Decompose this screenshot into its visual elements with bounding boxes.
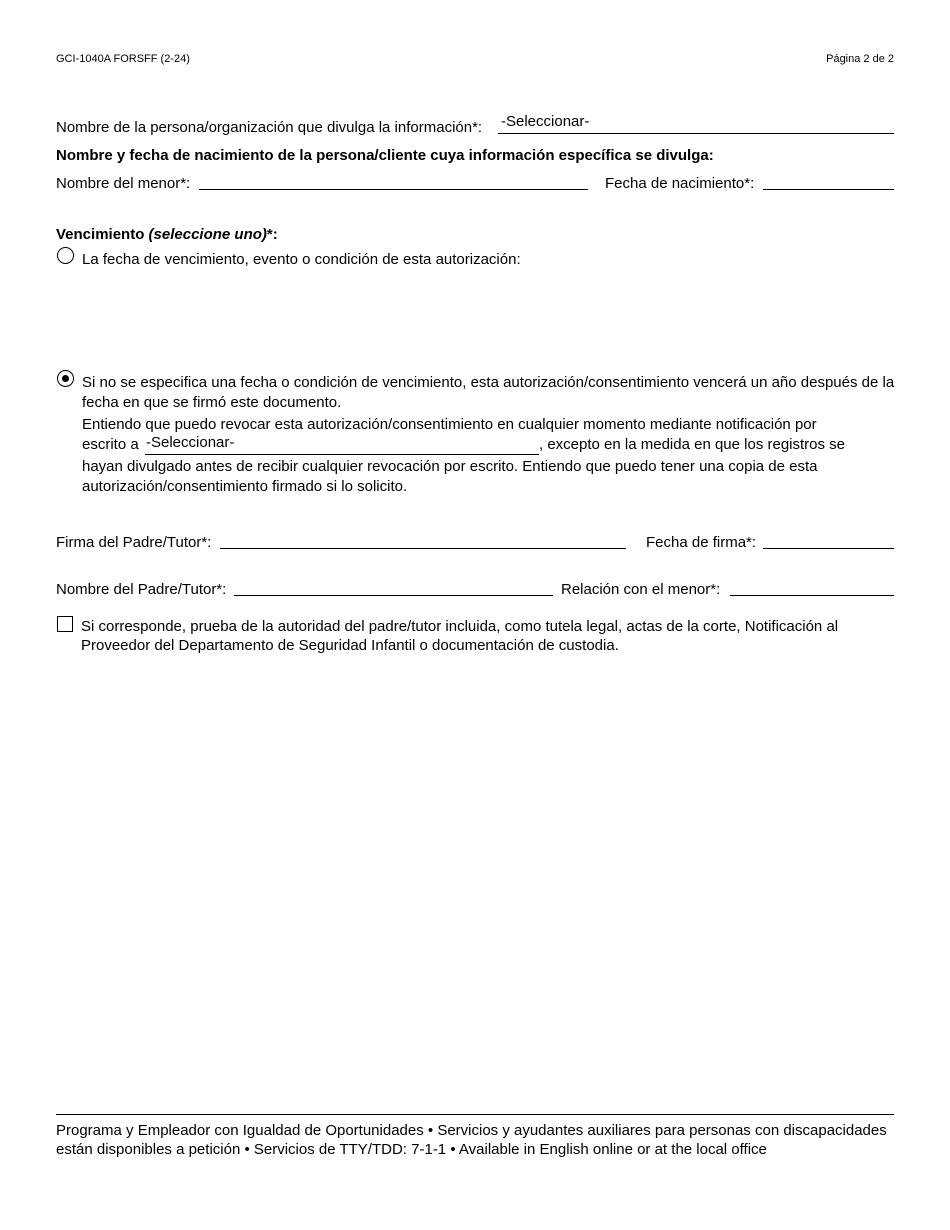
discloser-label: Nombre de la persona/organización que divulga la información*:: [56, 119, 483, 136]
expiration-heading-italic: (seleccione uno): [148, 226, 267, 243]
revoke-underline: [145, 454, 539, 455]
relation-field[interactable]: [730, 577, 894, 597]
expiration-option1-label: La fecha de vencimiento, evento o condición de esta autorización:: [82, 251, 521, 268]
expiration-heading-suffix: *:: [266, 226, 278, 243]
signature-date-label: Fecha de firma*:: [646, 534, 757, 551]
guardian-name-label: Nombre del Padre/Tutor*:: [56, 581, 227, 598]
guardian-name-field[interactable]: [234, 577, 553, 597]
proof-line1: Si corresponde, prueba de la autoridad del padre/tutor incluida, como tutela legal, actas de la corte, Notificación al: [81, 618, 839, 635]
revoke-line4: autorización/consentimiento firmado si lo solicito.: [82, 478, 408, 495]
revoke-suffix: , excepto en la medida en que los registros se: [539, 436, 846, 453]
dob-field[interactable]: [763, 171, 894, 191]
expiration-option1-radio[interactable]: [57, 247, 74, 264]
discloser-underline: [498, 133, 894, 134]
relation-underline: [730, 595, 894, 596]
revoke-prefix: escrito a: [82, 436, 139, 453]
footer-text: Programa y Empleador con Igualdad de Oportunidades • Servicios y ayudantes auxiliares para personas con discapacidades están disponibles a petición • Servicios de TTY/TDD: 7-1-1 • Available in English online or at the local office: [56, 1122, 887, 1158]
dob-underline: [763, 189, 894, 190]
revoke-select[interactable]: [145, 434, 539, 451]
revoke-line1: Entiendo que puedo revocar esta autorización/consentimiento en cualquier momento mediante notificación por: [82, 416, 817, 433]
expiration-heading-text: Vencimiento: [56, 226, 145, 243]
relation-label: Relación con el menor*:: [561, 581, 721, 598]
proof-checkbox[interactable]: [57, 616, 73, 632]
minor-name-field[interactable]: [199, 171, 588, 191]
minor-name-label: Nombre del menor*:: [56, 175, 191, 192]
signature-field[interactable]: [220, 530, 626, 550]
signature-date-field[interactable]: [763, 530, 894, 550]
footer-divider: [56, 1114, 894, 1115]
discloser-select[interactable]: [498, 113, 894, 130]
client-section-heading: Nombre y fecha de nacimiento de la persona/cliente cuya información específica se divulga:: [56, 147, 714, 164]
form-code: GCI-1040A FORSFF (2-24): [56, 53, 190, 65]
signature-date-underline: [763, 548, 894, 549]
signature-label: Firma del Padre/Tutor*:: [56, 534, 212, 551]
signature-underline: [220, 548, 626, 549]
revoke-line3: hayan divulgado antes de recibir cualquier revocación por escrito. Entiendo que puedo tener una copia de esta: [82, 458, 818, 475]
revoke-select-value: -Seleccionar-: [146, 434, 235, 451]
expiration-heading: [56, 226, 278, 243]
proof-line2: Proveedor del Departamento de Seguridad Infantil o documentación de custodia.: [81, 637, 619, 654]
guardian-name-underline: [234, 595, 553, 596]
expiration-option2-label: Si no se especifica una fecha o condición de vencimiento, esta autorización/consentimiento vencerá un año después de la fecha en que se firmó este documento.: [82, 374, 895, 411]
discloser-select-value: -Seleccionar-: [501, 113, 590, 130]
expiration-option2-radio[interactable]: [57, 370, 74, 387]
dob-label: Fecha de nacimiento*:: [605, 175, 755, 192]
page-number: Página 2 de 2: [826, 53, 894, 65]
radio-selected-dot: [62, 375, 69, 382]
minor-name-underline: [199, 189, 588, 190]
